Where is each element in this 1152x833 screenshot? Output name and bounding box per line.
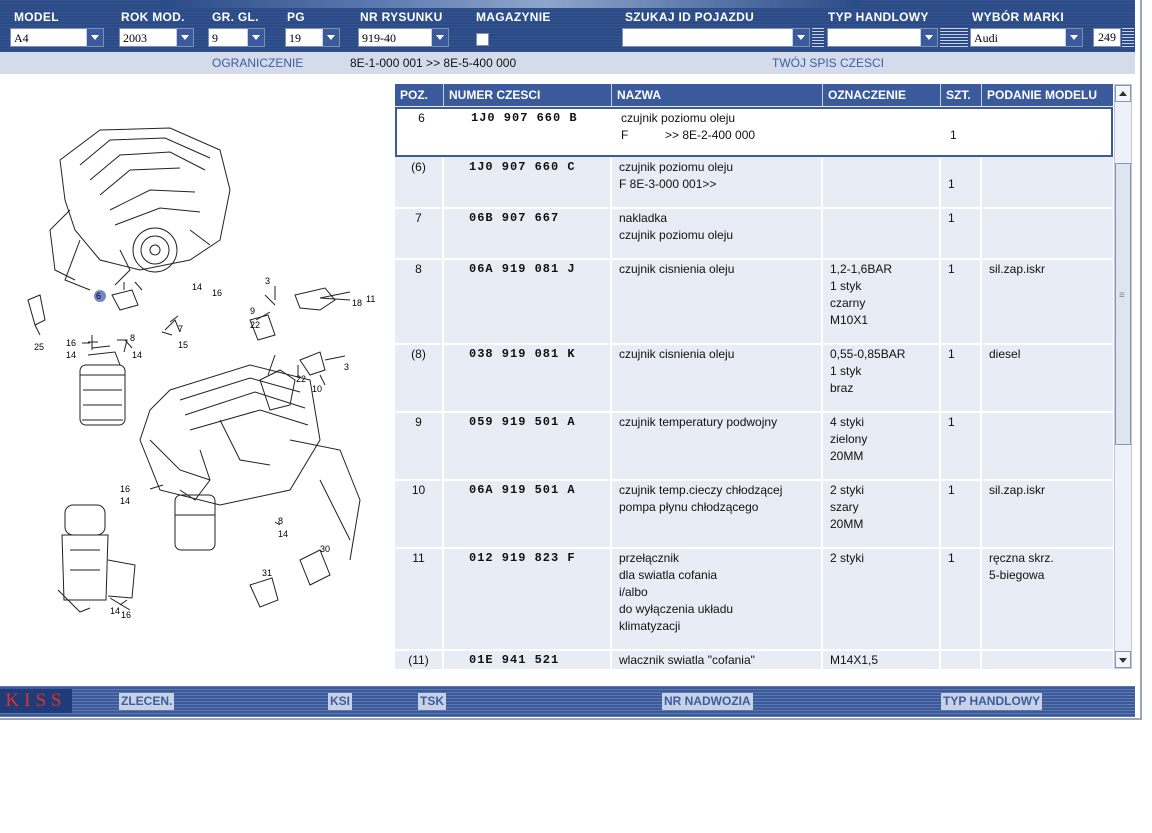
scroll-up-icon[interactable]: [1115, 85, 1131, 102]
cell-podanie: [982, 651, 1113, 669]
cell-szt: [941, 481, 982, 547]
callout-label: 22: [296, 374, 307, 384]
quantity: 1: [948, 262, 955, 276]
cell-poz: (8): [395, 345, 444, 411]
header-bar: [0, 0, 1135, 52]
cell-nazwa: czujnik temp.cieczy chłodzącej pompa płynu chłodzącego: [612, 481, 823, 547]
diagram-callouts: [34, 276, 375, 620]
grip-handle: [1122, 28, 1134, 47]
callout-label: 8: [130, 333, 136, 343]
pg-value: 19: [289, 31, 301, 45]
cell-oznaczenie: 2 styki szary 20MM: [823, 481, 941, 547]
cell-oznaczenie: 1,2-1,6BAR 1 styk czarny M10X1: [823, 260, 941, 343]
cell-numer: 1J0 907 660 B: [471, 111, 578, 125]
typ-handlowy-button[interactable]: TYP HANDLOWY: [943, 694, 1041, 708]
nr-rysunku-value: 919-40: [362, 31, 396, 45]
wybor-marki-value: Audi: [974, 31, 998, 45]
footer-bar: [0, 686, 1135, 717]
cell-oznaczenie: 2 styki: [823, 549, 941, 649]
kiss-logo: KISS: [0, 689, 72, 713]
cell-numer: 059 919 501 A: [444, 413, 612, 479]
nr-rysunku-select[interactable]: [358, 28, 449, 47]
quantity: 1: [948, 483, 955, 497]
table-row[interactable]: [395, 158, 1113, 209]
grgl-select[interactable]: [208, 28, 265, 47]
rok-value: 2003: [123, 31, 147, 45]
table-scrollbar[interactable]: [1114, 84, 1132, 669]
col-header-numer[interactable]: NUMER CZESCI: [444, 84, 612, 106]
col-header-oznaczenie[interactable]: OZNACZENIE: [823, 84, 941, 106]
typ-handlowy-select[interactable]: [827, 28, 938, 47]
parts-table: [395, 84, 1113, 669]
cell-poz: (11): [395, 651, 444, 669]
cell-podanie: diesel: [989, 347, 1021, 361]
cell-oznaczenie: [823, 158, 941, 207]
wybor-marki-label: WYBÓR MARKI: [972, 10, 1064, 24]
col-header-nazwa[interactable]: NAZWA: [612, 84, 823, 106]
cell-podanie: [982, 158, 1113, 207]
cell-nazwa: nakladka czujnik poziomu oleju: [612, 209, 823, 258]
cell-oznaczenie: 4 styki zielony 20MM: [823, 413, 941, 479]
callout-label: 3: [344, 362, 350, 372]
cell-numer: 06B 907 667: [444, 209, 612, 258]
rok-label: ROK MOD.: [121, 10, 185, 24]
grip-handle: [812, 28, 824, 47]
col-header-podanie[interactable]: PODANIE MODELU: [987, 88, 1098, 102]
table-row[interactable]: [395, 107, 1113, 157]
cell-szt: [943, 109, 984, 155]
quantity: 1: [948, 347, 955, 361]
cell-podanie: [982, 209, 1113, 258]
callout-label: 14: [120, 496, 131, 506]
cell-nazwa: czujnik cisnienia oleju: [612, 260, 823, 343]
col-header-szt[interactable]: SZT.: [941, 84, 982, 106]
cell-szt: [941, 549, 982, 649]
quantity: 1: [948, 551, 955, 565]
exploded-parts-diagram: [20, 120, 380, 630]
dropdown-arrow-icon[interactable]: [176, 29, 193, 46]
cell-szt: [941, 345, 982, 411]
rok-select[interactable]: [119, 28, 194, 47]
cell-podanie: [982, 413, 1113, 479]
callout-label: 18: [352, 298, 363, 308]
callout-label: 16: [212, 288, 223, 298]
table-row[interactable]: [395, 413, 1113, 481]
dropdown-arrow-icon[interactable]: [322, 29, 339, 46]
callout-label: 22: [250, 320, 261, 330]
table-row[interactable]: [395, 481, 1113, 549]
callout-label: 6: [96, 291, 102, 301]
scroll-thumb[interactable]: [1115, 163, 1131, 445]
callout-label: 8: [278, 516, 284, 526]
dropdown-arrow-icon[interactable]: [920, 29, 937, 46]
table-header: [395, 84, 1113, 106]
cell-oznaczenie: [825, 109, 943, 155]
callout-label: 14: [132, 350, 143, 360]
cell-numer: 06A 919 081 J: [444, 260, 612, 343]
cell-numer: 01E 941 521: [444, 651, 612, 669]
cell-poz: 6: [418, 111, 425, 125]
model-select[interactable]: [10, 28, 104, 47]
callout-label: 25: [34, 342, 45, 352]
nr-rysunku-label: NR RYSUNKU: [360, 10, 443, 24]
callout-label: 31: [262, 568, 273, 578]
ograniczenie-label: OGRANICZENIE: [212, 56, 304, 70]
pg-label: PG: [287, 10, 305, 24]
pg-select[interactable]: [285, 28, 340, 47]
grgl-value: 9: [212, 31, 218, 45]
cell-oznaczenie: M14X1,5: [823, 651, 941, 669]
cell-numer: 1J0 907 660 C: [444, 158, 612, 207]
szukaj-label: SZUKAJ ID POJAZDU: [625, 10, 755, 24]
dropdown-arrow-icon[interactable]: [1065, 29, 1082, 46]
quantity: 1: [948, 177, 955, 191]
table-row[interactable]: [395, 260, 1113, 345]
scroll-down-icon[interactable]: [1115, 651, 1131, 668]
tsk-button[interactable]: TSK: [420, 694, 444, 708]
callout-label: 11: [366, 294, 376, 304]
zlecen-button[interactable]: ZLECEN.: [121, 694, 173, 708]
quantity: 1: [948, 415, 955, 429]
model-label: MODEL: [14, 10, 59, 24]
cell-numer: 06A 919 501 A: [444, 481, 612, 547]
col-header-poz[interactable]: POZ.: [395, 84, 444, 106]
cell-nazwa: czujnik poziomu oleju F 8E-3-000 001>>: [612, 158, 823, 207]
dropdown-arrow-icon[interactable]: [792, 29, 809, 46]
grgl-label: GR. GL.: [212, 10, 259, 24]
cell-szt: [941, 260, 982, 343]
cell-podanie: sil.zap.iskr: [989, 262, 1046, 276]
subheader-bar: [0, 52, 1135, 74]
quantity: 1: [950, 128, 957, 142]
ograniczenie-value: 8E-1-000 001 >> 8E-5-400 000: [350, 56, 517, 70]
callout-label: 7: [178, 324, 184, 334]
wybor-marki-select[interactable]: [970, 28, 1083, 47]
callout-label: 16: [120, 484, 131, 494]
cell-poz: 9: [395, 413, 444, 479]
cell-oznaczenie: 0,55-0,85BAR 1 styk braz: [823, 345, 941, 411]
callout-label: 16: [121, 610, 132, 620]
cell-szt: [941, 651, 982, 669]
cell-podanie: sil.zap.iskr: [989, 483, 1046, 497]
model-value: A4: [14, 31, 29, 45]
ksi-button[interactable]: KSI: [330, 694, 351, 708]
callout-label: 15: [178, 340, 189, 350]
cell-nazwa: czujnik cisnienia oleju: [612, 345, 823, 411]
quantity: 1: [948, 211, 955, 225]
table-row[interactable]: [395, 345, 1113, 413]
table-row[interactable]: [395, 209, 1113, 260]
nr-nadwozia-button[interactable]: NR NADWOZIA: [664, 694, 751, 708]
cell-poz: 10: [395, 481, 444, 547]
twoj-spis-czesci-link[interactable]: TWÓJ SPIS CZESCI: [772, 56, 885, 70]
callout-label: 14: [66, 350, 77, 360]
cell-poz: 11: [395, 549, 444, 649]
cell-poz: 7: [395, 209, 444, 258]
callout-label: 14: [110, 606, 121, 616]
table-row[interactable]: [395, 549, 1113, 651]
dropdown-arrow-icon[interactable]: [86, 29, 103, 46]
cell-nazwa: wlacznik swiatla "cofania": [612, 651, 823, 669]
cell-nazwa: przełącznik dla swiatla cofania i/albo do wyłączenia układu klimatyzacji: [612, 549, 823, 649]
callout-label: 14: [278, 529, 289, 539]
cell-szt: [941, 158, 982, 207]
cell-poz: 8: [395, 260, 444, 343]
szukaj-id-select[interactable]: [622, 28, 810, 47]
callout-label: 10: [312, 384, 323, 394]
cell-szt: [941, 413, 982, 479]
callout-label: 30: [320, 544, 331, 554]
typ-handlowy-label: TYP HANDLOWY: [828, 10, 929, 24]
cell-nazwa: czujnik temperatury podwojny: [612, 413, 823, 479]
cell-numer: 012 919 823 F: [444, 549, 612, 649]
grip-handle: [940, 28, 968, 47]
cell-podanie: ręczna skrz. 5-biegowa: [989, 551, 1054, 582]
cell-szt: [941, 209, 982, 258]
cell-numer: 038 919 081 K: [444, 345, 612, 411]
header-banner-strip: [160, 0, 860, 8]
result-count: 249: [1093, 28, 1121, 47]
callout-label: 3: [265, 276, 271, 286]
magazynie-label: MAGAZYNIE: [476, 10, 551, 24]
magazynie-checkbox[interactable]: [476, 33, 489, 46]
dropdown-arrow-icon[interactable]: [431, 29, 448, 46]
cell-poz: (6): [395, 158, 444, 207]
cell-oznaczenie: [823, 209, 941, 258]
cell-nazwa: czujnik poziomu oleju F >> 8E-2-400 000: [621, 111, 756, 142]
callout-label: 9: [250, 306, 256, 316]
callout-label: 14: [192, 282, 203, 292]
dropdown-arrow-icon[interactable]: [247, 29, 264, 46]
table-row[interactable]: [395, 651, 1113, 669]
cell-podanie: [984, 109, 1113, 155]
callout-label: 16: [66, 338, 77, 348]
